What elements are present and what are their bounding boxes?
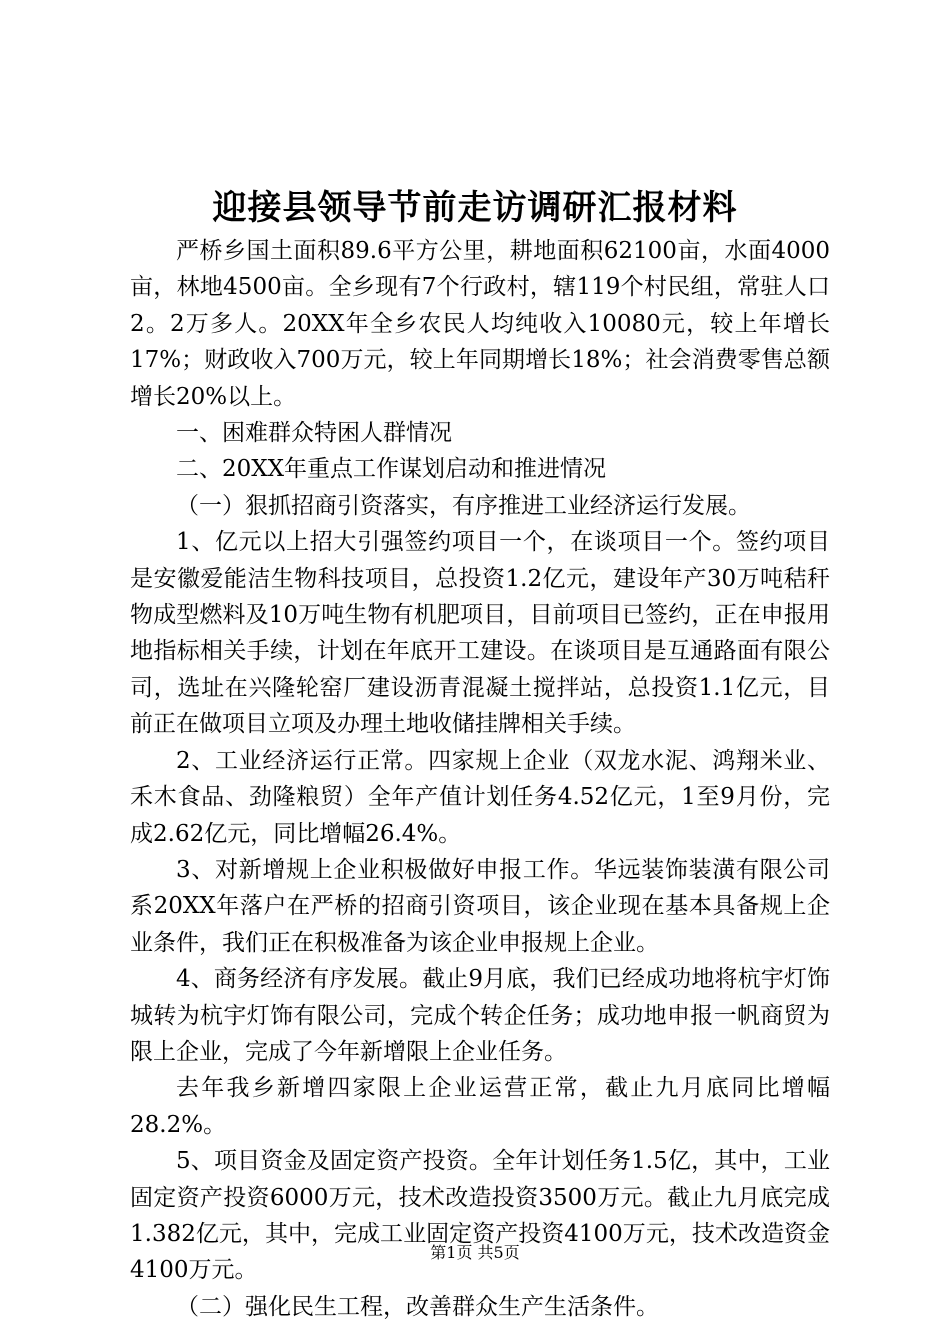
paragraph-item-3: 3、对新增规上企业积极做好申报工作。华远装饰装潢有限公司系20XX年落户在严桥的招商引资项目，该企业现在基本具备规上企业条件，我们正在积极准备为该企业申报规上企业。 (130, 856, 830, 956)
subheading-investment: （一）狠抓招商引资落实，有序推进工业经济运行发展。 (176, 492, 751, 519)
paragraph-item-1: 1、亿元以上招大引强签约项目一个，在谈项目一个。签约项目是安徽爱能洁生物科技项目，总投资1.2亿元，建设年产30万吨秸秆物成型燃料及10万吨生物有机肥项目，目前项目已签约，正在申报用地指标相关手续，计划在年底开工建设。在谈项目是互通路面有限公司，选址在兴隆轮窑厂建设沥青混凝土搅拌站，总投资1.1亿元，目前正在做项目立项及办理土地收储挂牌相关手续。 (130, 529, 830, 738)
paragraph-item-4: 4、商务经济有序发展。截止9月底，我们已经成功地将杭宇灯饰城转为杭宇灯饰有限公司，完成个转企任务；成功地申报一帆商贸为限上企业，完成了今年新增限上企业任务。 (130, 966, 830, 1065)
paragraph-item-2: 2、工业经济运行正常。四家规上企业（双龙水泥、鸿翔米业、禾木食品、劲隆粮贸）全年产值计划任务4.52亿元，1至9月份，完成2.62亿元，同比增幅26.4%。 (130, 747, 830, 847)
paragraph-overview: 严桥乡国土面积89.6平方公里，耕地面积62100亩，水面4000亩，林地4500亩。全乡现有7个行政村，辖119个村民组，常驻人口2。2万多人。20XX年全乡农民人均纯收入10080元，较上年增长17%；财政收入700万元，较上年同期增长18%；社会消费零售总额增长20%以上。 (130, 238, 830, 410)
subheading-livelihood: （二）强化民生工程，改善群众生产生活条件。 (176, 1293, 659, 1320)
document-title: 迎接县领导节前走访调研汇报材料 (212, 188, 738, 228)
heading-section-2: 二、20XX年重点工作谋划启动和推进情况 (176, 456, 607, 483)
heading-section-1: 一、困难群众特困人群情况 (176, 420, 452, 447)
paragraph-item-5: 5、项目资金及固定资产投资。全年计划任务1.5亿，其中，工业固定资产投资6000万元，技术改造投资3500万元。截止九月底完成1.382亿元，其中，完成工业固定资产投资4100万元，技术改造资金4100万元。 (130, 1148, 830, 1284)
page-number-footer: 第1页 共5页 (430, 1243, 520, 1262)
paragraph-item-4-continued: 去年我乡新增四家限上企业运营正常，截止九月底同比增幅28.2%。 (130, 1075, 830, 1138)
document-body (130, 233, 830, 1325)
